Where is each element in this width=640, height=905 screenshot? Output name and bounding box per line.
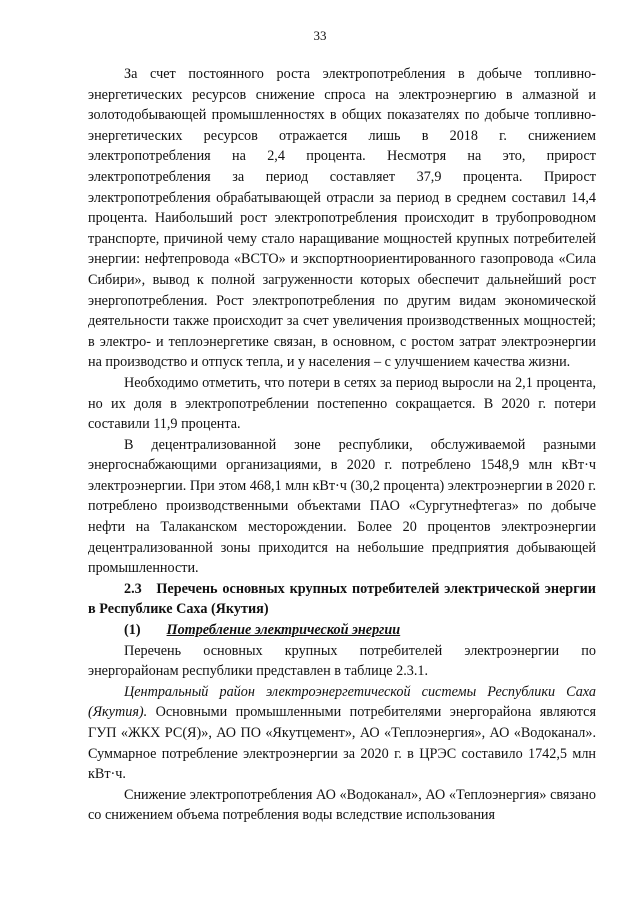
subsection-number: (1) [124, 622, 141, 639]
paragraph-central-region [88, 682, 596, 785]
page-number: 33 [313, 28, 327, 43]
paragraph-consumption-decrease: Снижение электропотребления АО «Водоканал», АО «Теплоэнергия» связано со снижением объема потребления воды вследствие использования [88, 786, 596, 824]
central-region-text: Основными промышленными потребителями энергорайона являются ГУП «ЖКХ РС(Я)», АО ПО «Якутцемент», АО «Теплоэнергия», АО «Водоканал». Суммарное потребление электроэнергии за 2020 г. в ЦРЭС составило 1742,5 млн кВт·ч. [88, 704, 596, 783]
paragraph-network-losses: Необходимо отметить, что потери в сетях за период выросли на 2,1 процента, но их доля в электропотреблении постепенно сокращается. В 2020 г. потери составили 11,9 процента. [88, 374, 596, 433]
subsection-heading [88, 620, 596, 641]
paragraph-consumers-list: Перечень основных крупных потребителей электроэнергии по энергорайонам республики представлен в таблице 2.3.1. [88, 642, 596, 680]
paragraph-electricity-growth: За счет постоянного роста электропотребления в добыче топливно-энергетических ресурсов снижение спроса на электроэнергию в алмазной и золотодобывающей промышленностях в общих показателях по добыче топливно-энергетических ресурсов отражается лишь в 2018 г. снижением электропотребления на 2,4 процента. Несмотря на это, прирост электропотребления за период составляет 37,9 процента. Прирост электропотребления обрабатывающей отрасли за период в среднем составил 14,4 процента. Наибольший рост электропотребления происходит в трубопроводном транспорте, причиной чему стало наращивание мощностей крупных потребителей энергии: нефтепровода «ВСТО» и экспортноориентированного газопровода «Сила Сибири», вывод к полной загруженности которых обеспечит дальнейший рост энергопотребления. Рост электропотребления по другим видам экономической деятельности также происходит за счет увеличения производственных мощностей; в электро- и теплоэнергетике связан, в основном, с ростом затрат электроэнергии на производство и отпуск тепла, и у населения – с улучшением качества жизни. [88, 66, 596, 371]
subsection-title: Потребление электрической энергии [166, 622, 401, 639]
document-body [88, 64, 596, 826]
paragraph-decentralized-zone: В децентрализованной зоне республики, обслуживаемой разными энергоснабжающими организациями, в 2020 г. потреблено 1548,9 млн кВт·ч электроэнергии. При этом 468,1 млн кВт·ч (30,2 процента) электроэнергии в 2020 г. потреблено производственными объектами ПАО «Сургутнефтегаз» по добыче нефти на Талаканском месторождении. Более 20 процентов электроэнергии децентрализованной зоны приходится на небольшие предприятия добывающей промышленности. [88, 436, 596, 577]
central-region-name: Центральный район электроэнергетической системы Республики Саха (Якутия). [88, 683, 596, 721]
section-heading: 2.3 Перечень основных крупных потребителей электрической энергии в Республике Саха (Якутия) [88, 580, 596, 618]
